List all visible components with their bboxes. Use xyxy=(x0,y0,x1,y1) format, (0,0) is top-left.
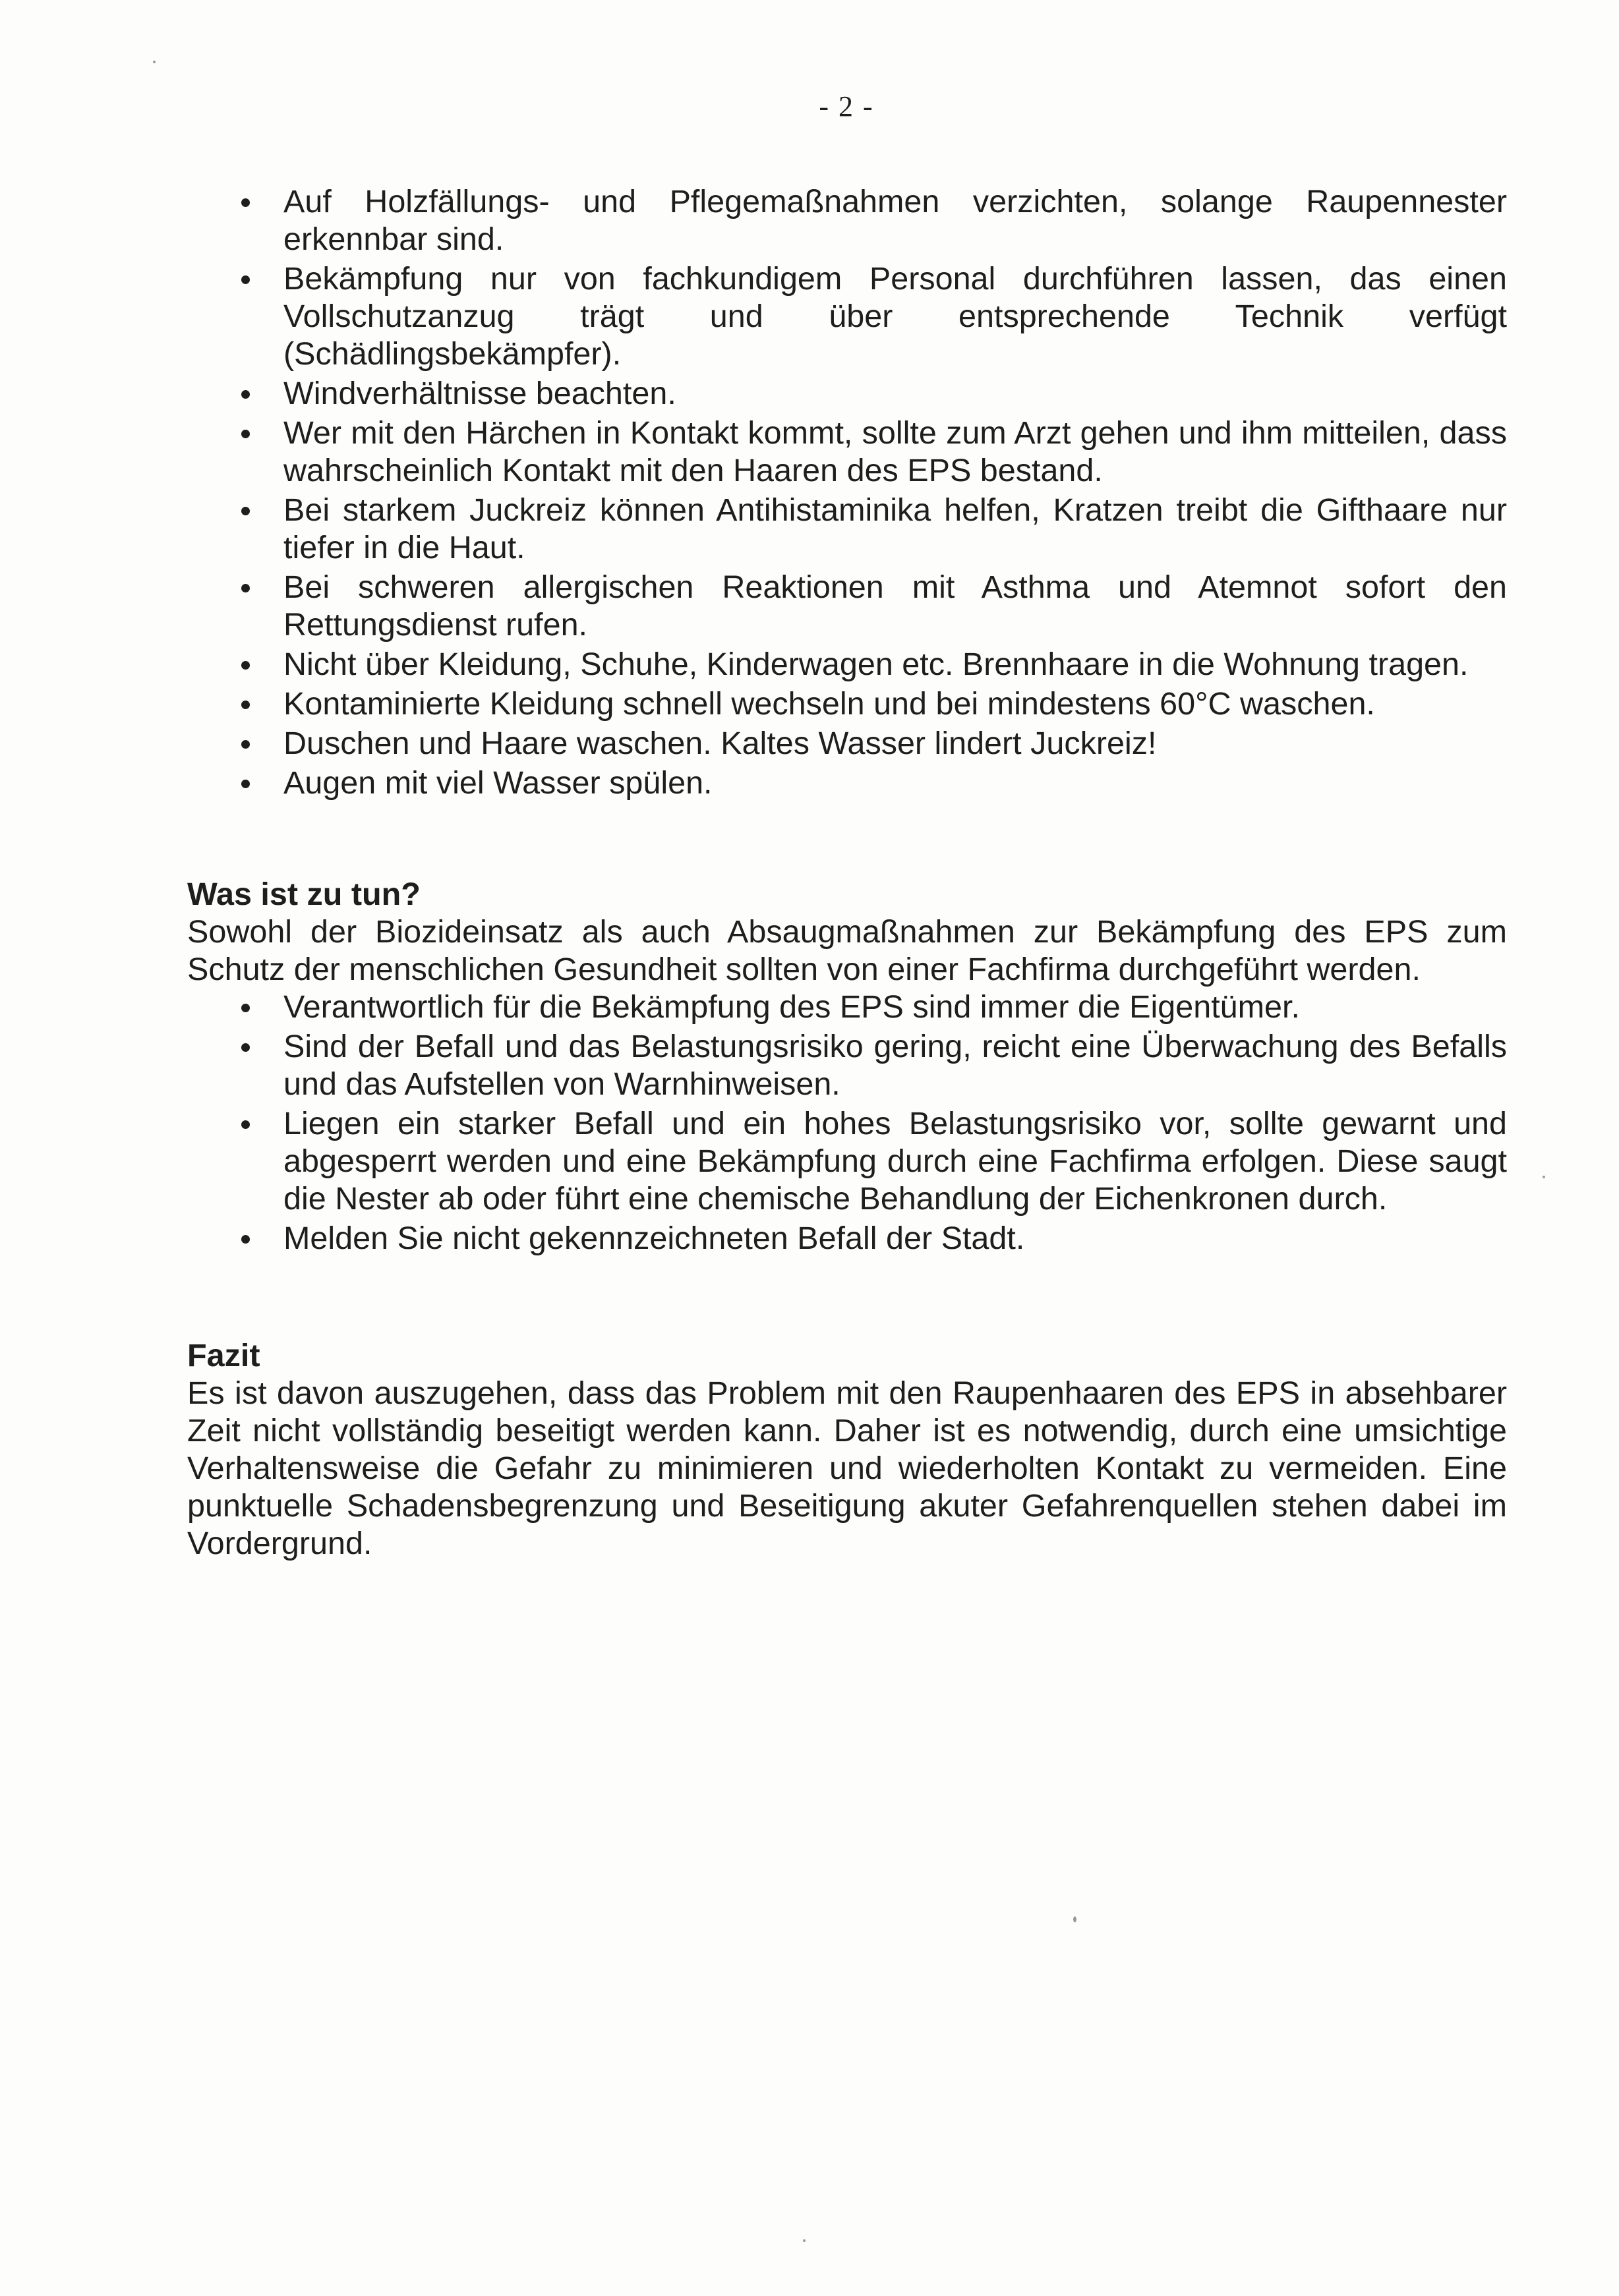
list-item-text: Windverhältnisse beachten. xyxy=(283,376,676,411)
list-item-text: Kontaminierte Kleidung schnell wechseln und bei mindestens 60°C waschen. xyxy=(283,686,1375,722)
list-item-text: Augen mit viel Wasser spülen. xyxy=(283,765,713,801)
scan-speck xyxy=(803,2239,806,2242)
bullet-icon xyxy=(241,275,250,284)
bullet-icon xyxy=(241,1120,250,1129)
list-item-text: Auf Holzfällungs- und Pflegemaßnahmen verzichten, solange Raupennester erkennbar sind. xyxy=(283,184,1507,257)
bullet-icon xyxy=(241,1235,250,1244)
document-body xyxy=(187,183,1507,1563)
list-item xyxy=(187,685,1507,723)
list-item-text: Bei starkem Juckreiz können Antihistaminika helfen, Kratzen treibt die Gifthaare nur tiefer in die Haut. xyxy=(283,492,1507,565)
list-item-text: Wer mit den Härchen in Kontakt kommt, sollte zum Arzt gehen und ihm mitteilen, dass wahrscheinlich Kontakt mit den Haaren des EPS bestand. xyxy=(283,415,1507,488)
todo-intro-paragraph: Sowohl der Biozideinsatz als auch Absaugmaßnahmen zur Bekämpfung des EPS zum Schutz der menschlichen Gesundheit sollten von einer Fachfirma durchgeführt werden. xyxy=(187,914,1507,987)
bullet-icon xyxy=(241,430,250,438)
bullet-icon xyxy=(241,390,250,399)
list-item-text: Bei schweren allergischen Reaktionen mit Asthma und Atemnot sofort den Rettungsdienst rufen. xyxy=(283,569,1507,643)
bullet-icon xyxy=(241,198,250,207)
list-item xyxy=(187,492,1507,567)
list-item-text: Sind der Befall und das Belastungsrisiko gering, reicht eine Überwachung des Befalls und das Aufstellen von Warnhinweisen. xyxy=(283,1029,1507,1102)
list-item xyxy=(187,764,1507,802)
list-item xyxy=(187,725,1507,762)
todo-list xyxy=(187,989,1507,1257)
bullet-icon xyxy=(241,780,250,788)
list-item xyxy=(187,375,1507,413)
section-heading-todo: Was ist zu tun? xyxy=(187,876,421,912)
list-item xyxy=(187,415,1507,490)
list-item-text: Melden Sie nicht gekennzeichneten Befall der Stadt. xyxy=(283,1220,1025,1256)
list-item xyxy=(187,989,1507,1026)
bullet-icon xyxy=(241,507,250,515)
bullet-icon xyxy=(241,1043,250,1052)
bullet-icon xyxy=(241,1004,250,1012)
section-heading-conclusion: Fazit xyxy=(187,1338,260,1373)
scan-speck xyxy=(153,61,156,63)
conclusion-paragraph: Es ist davon auszugehen, dass das Problem mit den Raupenhaaren des EPS in absehbarer Zeit nicht vollständig beseitigt werden kann. Daher ist es notwendig, durch eine umsichtige Verhaltensweise die Gefahr zu minimieren und wiederholten Kontakt zu vermeiden. Eine punktuelle Schadensbegrenzung und Beseitigung akuter Gefahrenquellen stehen dabei im Vordergrund. xyxy=(187,1375,1507,1561)
precautions-list xyxy=(187,183,1507,802)
bullet-icon xyxy=(241,584,250,592)
scan-speck xyxy=(1543,1176,1545,1178)
bullet-icon xyxy=(241,740,250,749)
bullet-icon xyxy=(241,661,250,670)
scan-speck xyxy=(1073,1916,1076,1922)
conclusion-section xyxy=(187,1337,1507,1563)
list-item-text: Nicht über Kleidung, Schuhe, Kinderwagen etc. Brennhaare in die Wohnung tragen. xyxy=(283,646,1469,682)
list-item xyxy=(187,1105,1507,1218)
list-item-text: Duschen und Haare waschen. Kaltes Wasser lindert Juckreiz! xyxy=(283,726,1157,761)
list-item xyxy=(187,569,1507,644)
list-item xyxy=(187,1028,1507,1103)
list-item xyxy=(187,260,1507,373)
todo-section xyxy=(187,876,1507,1257)
bullet-icon xyxy=(241,701,250,709)
list-item-text: Verantwortlich für die Bekämpfung des EPS sind immer die Eigentümer. xyxy=(283,989,1300,1025)
list-item-text: Liegen ein starker Befall und ein hohes Belastungsrisiko vor, sollte gewarnt und abgesperrt werden und eine Bekämpfung durch eine Fachfirma erfolgen. Diese saugt die Nester ab oder führt eine chemische Behandlung der Eichenkronen durch. xyxy=(283,1106,1507,1217)
list-item xyxy=(187,646,1507,683)
page-number: - 2 - xyxy=(819,90,874,123)
list-item xyxy=(187,183,1507,258)
list-item xyxy=(187,1220,1507,1257)
list-item-text: Bekämpfung nur von fachkundigem Personal durchführen lassen, das einen Vollschutzanzug trägt und über entsprechende Technik verfügt (Schädlingsbekämpfer). xyxy=(283,261,1507,372)
